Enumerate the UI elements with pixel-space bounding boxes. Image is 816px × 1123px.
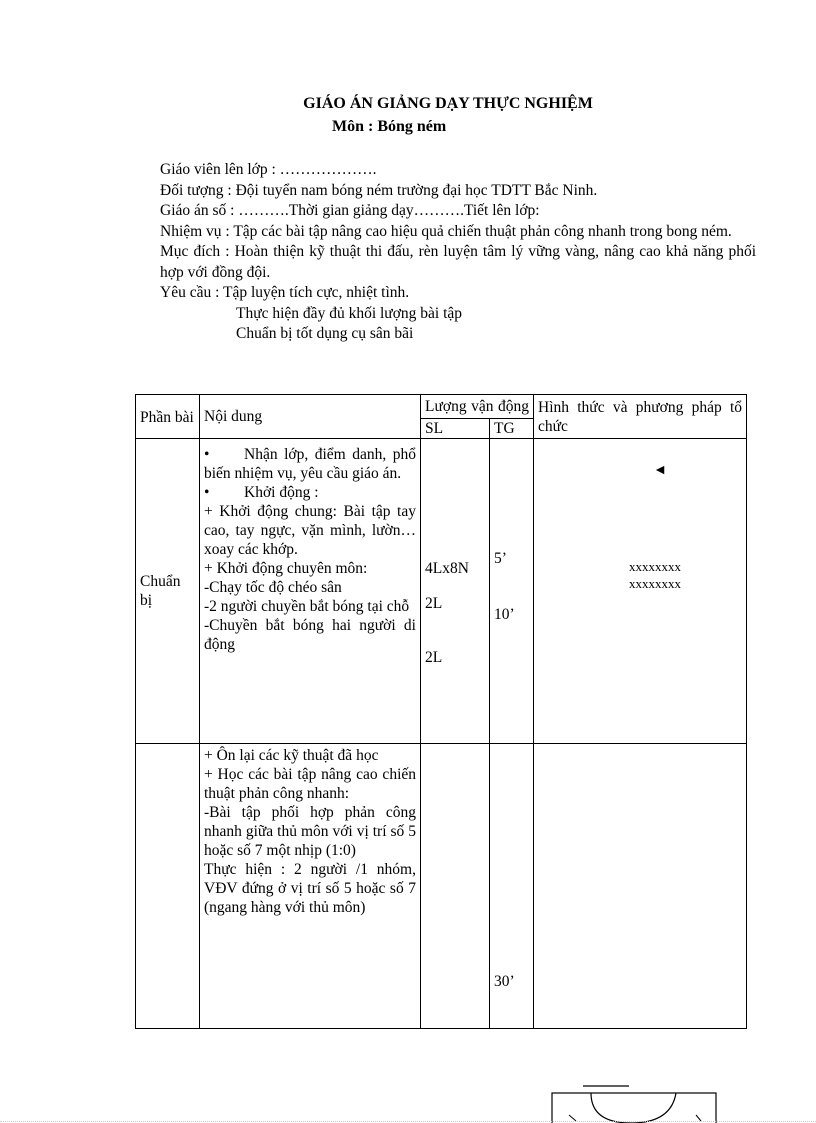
tg-co-ban (490, 744, 534, 1029)
list-item: + Khởi động chung: Bài tập tay cao, tay ngực, vặn mình, lườn…xoay các khớp. (204, 503, 416, 558)
formation-row: xxxxxxxx (629, 576, 681, 591)
list-item: + Ôn lại các kỹ thuật đã học (204, 747, 379, 764)
table-header-row (136, 395, 747, 419)
plan-number-line: Giáo án số : ……….Thời gian giảng dạy……….Tiết lên lớp: (160, 202, 540, 219)
header-phan-bai: Phần bài (136, 395, 200, 439)
list-item: -Chạy tốc độ chéo sân (204, 579, 342, 596)
list-item: -Chuyền bắt bóng hai người di động (204, 617, 416, 653)
list-item: Thực hiện : 2 người /1 nhóm, VĐV đứng ở vị trí số 5 hoặc số 7 (ngang hàng với thủ môn) (204, 861, 416, 916)
header-noi-dung: Nội dung (200, 395, 421, 439)
sl-value: 2L (425, 595, 443, 612)
hinh-thuc-co-ban (534, 744, 747, 1029)
list-item: + Học các bài tập nâng cao chiến thuật phản công nhanh: (204, 766, 416, 802)
header-hinh-thuc: Hình thức và phương pháp tổ chức (534, 395, 747, 439)
phan-chuan-bi: Chuẩn bị (136, 439, 200, 744)
requirement-line: Yêu cầu : Tập luyện tích cực, nhiệt tình. (160, 284, 410, 301)
handball-court-diagram (551, 1085, 717, 1123)
table-row (136, 439, 747, 744)
bullet-item: • Khởi động : (204, 483, 416, 502)
tg-value: 30’ (494, 973, 515, 990)
intro-section (160, 160, 756, 345)
sl-value: 4Lx8N (425, 560, 469, 577)
sl-value: 2L (425, 649, 443, 666)
sl-chuan-bi (421, 439, 490, 744)
sl-co-ban (421, 744, 490, 1029)
target-line: Đối tượng : Đội tuyển nam bóng ném trường đại học TDTT Bắc Ninh. (160, 181, 598, 199)
subject-title: Môn : Bóng ném (332, 118, 447, 135)
tg-value: 10’ (494, 606, 515, 623)
table-row (136, 744, 747, 1029)
phan-co-ban (136, 744, 200, 1029)
noi-dung-co-ban (200, 744, 421, 1029)
tg-value: 5’ (494, 550, 507, 567)
header-luong-van-dong: Lượng vận động (421, 395, 534, 419)
teacher-arrow-icon: ◄ (653, 463, 667, 478)
purpose-line: Mục đích : Hoàn thiện kỹ thuật thi đấu, rèn luyện tâm lý vững vàng, nâng cao khả năng phối hợp với đồng đội. (160, 243, 756, 281)
requirement-line-2: Thực hiện đầy đủ khối lượng bài tập (236, 304, 463, 322)
requirement-line-3: Chuẩn bị tốt dụng cụ sân bãi (236, 325, 414, 342)
lesson-table (135, 394, 747, 1029)
page-break-line (0, 1121, 816, 1122)
teacher-line: Giáo viên lên lớp : ………………. (160, 161, 377, 178)
task-line: Nhiệm vụ : Tập các bài tập nâng cao hiệu quả chiến thuật phản công nhanh trong bong ném. (160, 222, 732, 240)
hinh-thuc-chuan-bi (534, 439, 747, 744)
list-item: + Khởi động chuyên môn: (204, 560, 368, 577)
noi-dung-chuan-bi (200, 439, 421, 744)
header-sl: SL (421, 419, 490, 439)
list-item: -Bài tập phối hợp phản công nhanh giữa thủ môn với vị trí số 5 hoặc số 7 một nhịp (1:0) (204, 804, 416, 859)
formation-row: xxxxxxxx (629, 559, 681, 574)
document-title: GIÁO ÁN GIẢNG DẠY THỰC NGHIỆM (303, 95, 593, 112)
header-tg: TG (490, 419, 534, 439)
list-item: -2 người chuyền bắt bóng tại chỗ (204, 598, 410, 615)
bullet-item: • Nhận lớp, điểm danh, phổ biến nhiệm vụ, yêu cầu giáo án. (204, 445, 416, 483)
tg-chuan-bi (490, 439, 534, 744)
